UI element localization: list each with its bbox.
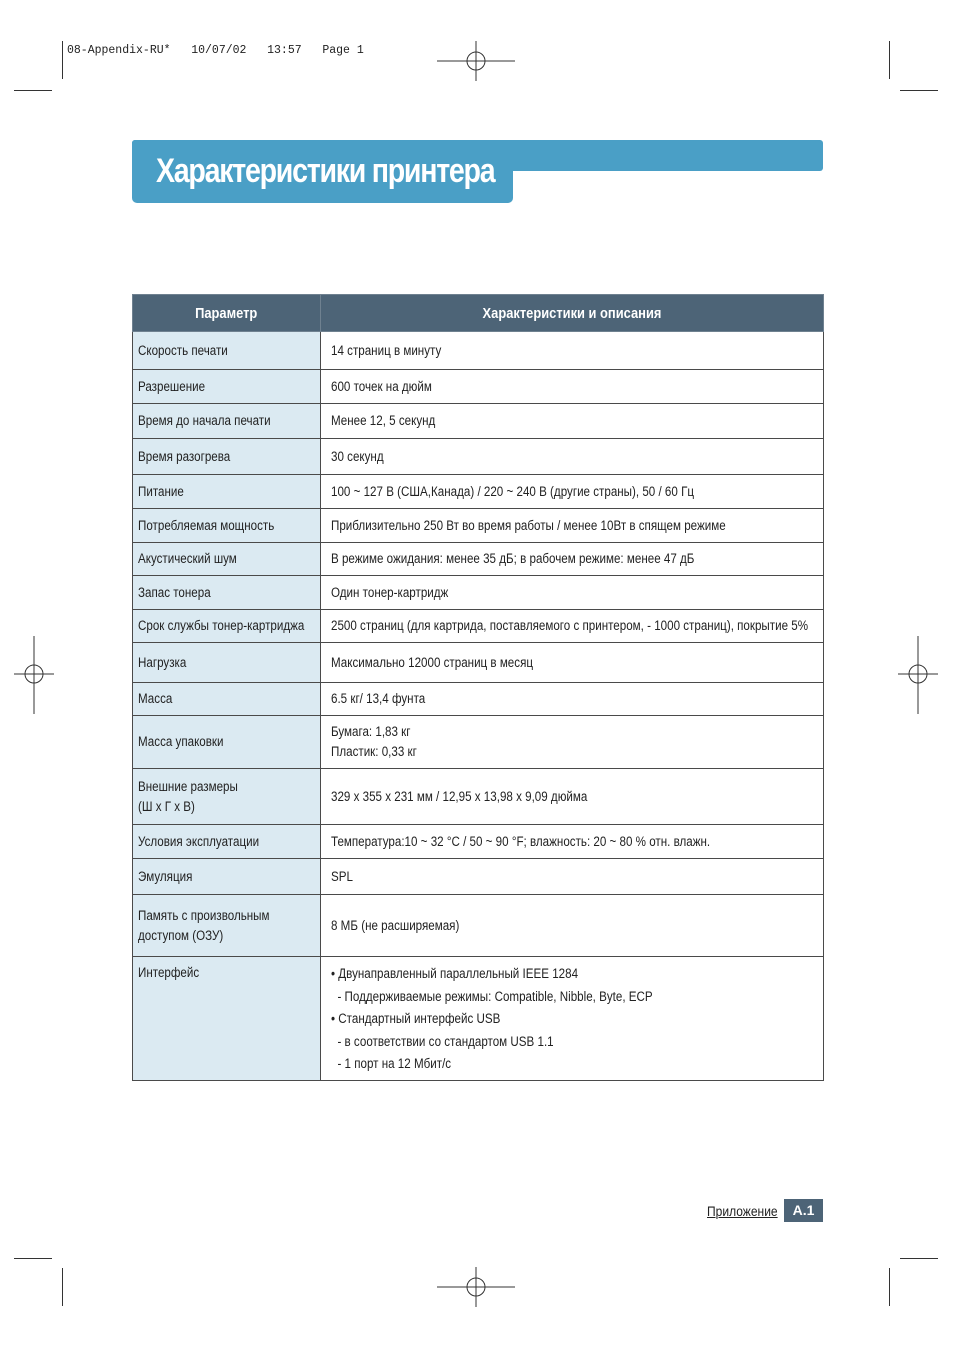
value-cell — [321, 716, 824, 769]
param-text: Память с произвольным — [138, 907, 270, 923]
param-text: Время разогрева — [138, 448, 231, 464]
value-cell — [321, 475, 824, 509]
param-cell — [133, 683, 321, 716]
param-text: Потребляемая мощность — [138, 517, 275, 533]
param-cell — [133, 825, 321, 859]
value-text: 6.5 кг/ 13,4 фунта — [331, 691, 426, 706]
value-cell — [321, 439, 824, 475]
table-row — [133, 859, 824, 895]
footer-section-label: Приложение — [707, 1203, 778, 1219]
table-row — [133, 683, 824, 716]
page-number-badge: A.1 — [784, 1199, 823, 1222]
value-text: 600 точек на дюйм — [331, 378, 432, 394]
value-text: 329 x 355 x 231 мм / 12,95 x 13,98 x 9,09 дюйма — [331, 788, 588, 804]
param-text: Масса упаковки — [138, 734, 224, 749]
table-row — [133, 439, 824, 475]
table-row — [133, 895, 824, 957]
param-cell — [133, 957, 321, 1081]
param-text: Эмуляция — [138, 868, 193, 884]
param-cell — [133, 332, 321, 370]
table-row — [133, 957, 824, 1081]
value-text: 8 МБ (не расширяемая) — [331, 917, 460, 933]
table-row — [133, 475, 824, 509]
param-cell — [133, 643, 321, 683]
registration-mark-left — [14, 636, 54, 714]
value-text: - в соответствии со стандартом USB 1.1 — [331, 1033, 554, 1049]
value-text: • Двунаправленный параллельный IEEE 1284 — [331, 966, 579, 981]
param-cell — [133, 610, 321, 643]
param-cell — [133, 439, 321, 475]
value-text: Максимально 12000 страниц в месяц — [331, 654, 534, 670]
value-text: Приблизительно 250 Вт во время работы / менее 10Вт в спящем режиме — [331, 517, 726, 533]
param-cell — [133, 509, 321, 543]
value-text: - 1 порт на 12 Мбит/с — [331, 1056, 452, 1071]
param-cell — [133, 895, 321, 957]
table-body — [133, 332, 824, 1081]
crop-mark — [62, 1268, 63, 1306]
value-cell — [321, 825, 824, 859]
value-text: • Стандартный интерфейс USB — [331, 1011, 501, 1026]
value-cell — [321, 643, 824, 683]
value-cell — [321, 610, 824, 643]
param-text: Акустический шум — [138, 551, 237, 566]
param-text: Интерфейс — [138, 965, 200, 980]
value-text: 2500 страниц (для картрида, поставляемого с принтером, - 1000 страниц), покрытие 5% — [331, 618, 809, 633]
value-text: Менее 12, 5 секунд — [331, 413, 436, 428]
crop-mark — [889, 41, 890, 79]
value-cell — [321, 859, 824, 895]
table-row — [133, 769, 824, 825]
table-header-row — [133, 295, 824, 332]
crop-mark — [14, 1258, 52, 1259]
table-row — [133, 332, 824, 370]
page-title: Характеристики принтера — [156, 152, 495, 190]
value-cell — [321, 543, 824, 576]
spec-table — [132, 294, 824, 1081]
value-cell — [321, 895, 824, 957]
param-cell — [133, 716, 321, 769]
table-row — [133, 509, 824, 543]
value-cell — [321, 332, 824, 370]
table-row — [133, 543, 824, 576]
value-cell — [321, 769, 824, 825]
table-row — [133, 643, 824, 683]
registration-mark-bottom — [437, 1267, 515, 1307]
crop-mark — [14, 90, 52, 91]
table-row — [133, 716, 824, 769]
param-cell — [133, 404, 321, 439]
param-text: (Ш x Г x В) — [138, 798, 195, 814]
value-text: Температура:10 ~ 32 °C / 50 ~ 90 °F; влажность: 20 ~ 80 % отн. влажн. — [331, 833, 711, 849]
value-cell — [321, 370, 824, 404]
param-text: Нагрузка — [138, 654, 187, 670]
param-text: Срок службы тонер-картриджа — [138, 618, 305, 633]
value-text: - Поддерживаемые режимы: Compatible, Nibble, Byte, ECP — [331, 988, 653, 1004]
value-cell — [321, 576, 824, 610]
value-cell — [321, 509, 824, 543]
param-text: Разрешение — [138, 378, 206, 394]
table-row — [133, 404, 824, 439]
header-description: Характеристики и описания — [321, 295, 824, 332]
param-cell — [133, 475, 321, 509]
crop-mark — [62, 41, 63, 79]
value-cell — [321, 957, 824, 1081]
param-text: Время до начала печати — [138, 413, 271, 428]
param-text: Питание — [138, 483, 184, 499]
crop-mark — [900, 90, 938, 91]
param-text: Внешние размеры — [138, 778, 238, 794]
value-text: Пластик: 0,33 кг — [331, 744, 417, 759]
table-row — [133, 370, 824, 404]
param-text: Скорость печати — [138, 342, 228, 358]
param-cell — [133, 543, 321, 576]
param-cell — [133, 576, 321, 610]
value-text: 100 ~ 127 В (США,Канада) / 220 ~ 240 В (другие страны), 50 / 60 Гц — [331, 483, 695, 499]
crop-mark — [889, 1268, 890, 1306]
value-text: Один тонер-картридж — [331, 584, 449, 600]
param-text: доступом (ОЗУ) — [138, 927, 224, 943]
value-text: В режиме ожидания: менее 35 дБ; в рабочем режиме: менее 47 дБ — [331, 551, 695, 566]
param-text: Условия эксплуатации — [138, 833, 260, 849]
crop-mark — [900, 1258, 938, 1259]
param-text: Запас тонера — [138, 584, 211, 600]
table-row — [133, 576, 824, 610]
registration-mark-right — [898, 636, 938, 714]
param-cell — [133, 769, 321, 825]
table-row — [133, 610, 824, 643]
table-row — [133, 825, 824, 859]
param-cell — [133, 370, 321, 404]
value-cell — [321, 683, 824, 716]
print-slug: 08-Appendix-RU* 10/07/02 13:57 Page 1 — [67, 44, 364, 57]
value-text: Бумага: 1,83 кг — [331, 724, 411, 739]
value-text: 14 страниц в минуту — [331, 342, 442, 358]
header-parameter: Параметр — [133, 295, 321, 332]
registration-mark-top — [437, 41, 515, 81]
value-text: SPL — [331, 868, 353, 884]
value-cell — [321, 404, 824, 439]
param-cell — [133, 859, 321, 895]
param-text: Масса — [138, 691, 173, 706]
value-text: 30 секунд — [331, 448, 384, 464]
